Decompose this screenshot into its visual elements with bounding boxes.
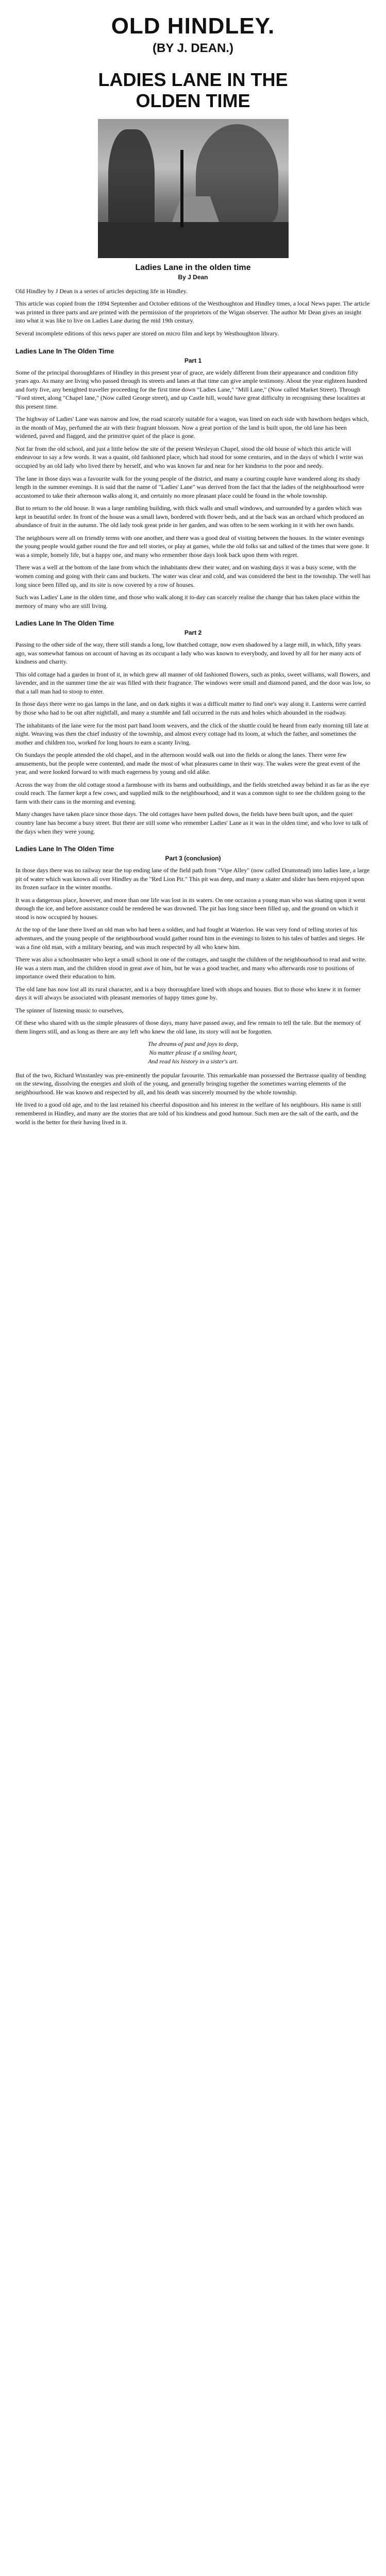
body-paragraph: It was a dangerous place, however, and more than one life was lost in its waters. On one occasion a young man who was skating upon it went through the ice, and before assistance could be rendered he was drowned. The pit has long since been filled up, and the ground on which it stood is now occupied by houses.	[15, 896, 365, 921]
part-label: Part 2	[184, 629, 202, 637]
body-paragraph: The neighbours were all on friendly terms with one another, and there was a good deal of visiting between the houses. In the winter evenings the young people would gather round the fire and tell stories, or play at games, while the old folks sat and talked of the times that were gone. It was a simple, homely life, but a happy one, and many who remember those days look back upon them with regret.	[15, 534, 370, 558]
body-paragraph: But to return to the old house. It was a large rambling building, with thick walls and small windows, and surrounded by a garden which was kept in beautiful order. In front of the house was a small lawn, bordered with flower beds, and at the back was an orchard which produced an abundance of fruit in the autumn. The old lady took great pride in her garden, and was often to be seen working in it with her own hands.	[15, 504, 364, 529]
masthead	[15, 13, 371, 112]
body-paragraph: Not far from the old school, and just a little below the site of the present Wesleyan Chapel, stood the old house of which this article will endeavour to say a few words. It was a quaint, old fashioned place, which had stood for some centuries, and in the days of which I write was occupied by an old lady who lived there by herself, and who was known far and near for her kindness to the poor and needy.	[15, 445, 363, 469]
lamp-post-shape	[180, 150, 183, 227]
part-label: Part 3 (conclusion)	[165, 855, 221, 862]
author-byline: (BY J. DEAN.)	[153, 41, 233, 55]
intro-paragraph: Several incomplete editions of this news paper are stored on micro film and kept by Westhoughton library.	[15, 329, 279, 337]
photo-caption: Ladies Lane in the olden time	[135, 263, 251, 272]
photo-credit: By J Dean	[178, 273, 208, 281]
body-paragraph: Passing to the other side of the way, there still stands a long, low thatched cottage, now even shadowed by a large mill, in which, fifty years ago, was somewhat famous on account of having as its occupant a lady who was known to everybody, and loved by all for her many acts of kindness and charity.	[15, 641, 361, 666]
body-paragraph: At the top of the lane there lived an old man who had been a soldier, and had fought at Waterloo. He was very fond of telling stories of his adventures, and the young people of the neighbourhood would gather round him in the evenings to listen to his tales of battles and sieges. He was a fine old man, with a military bearing, and was much respected by all who knew him.	[15, 926, 365, 951]
subtitle-line-1: LADIES LANE IN THE	[98, 69, 288, 90]
section-heading: Ladies Lane In The Olden Time	[15, 347, 114, 355]
body-paragraph: In those days there were no gas lamps in the lane, and on dark nights it was a difficult matter to find one's way along it. Lanterns were carried by those who had to be out after nightfall, and many a stumble and fall occurred in the ruts and holes which abounded in the roadway.	[15, 700, 366, 717]
article-subtitle	[15, 69, 371, 112]
body-paragraph: Such was Ladies' Lane in the olden time, and those who walk along it to-day can scarcely realise the change that has taken place within the memory of many who are still living.	[15, 594, 360, 609]
body-paragraph: This old cottage had a garden in front of it, in which grew all manner of old fashioned flowers, such as pinks, sweet williams, wall flowers, and lavender, and in the summer time the air was filled with their fragrance. The windows were small and diamond paned, and the door was low, so that a tall man had to stoop to enter.	[15, 670, 371, 695]
part-3-section	[15, 845, 371, 1126]
body-paragraph: But of the two, Richard Winstanley was pre-eminently the popular favourite. This remarkable man possessed the Bertrasse quality of bending on the stewing, dissolving the energies and sloth of the young, and generally bringing together the sometimes warring elements of the neighbourhood. He was known and respected by all, and his death was sincerely mourned by the whole township.	[15, 1071, 366, 1096]
body-paragraph: Many changes have taken place since those days. The old cottages have been pulled down, the fields have been built upon, and the quiet country lane has become a busy street. But there are still some who remember Ladies' Lane as it was in the olden time, and who love to talk of the days when they were young.	[15, 810, 368, 835]
body-paragraph: In those days there was no railway near the top ending lane of the field path from "Vipe Alley" (now called Drumstead) into ladies lane, a large pit of water which was known all over Hindley as the "Red Lion Pit." This pit was deep, and many a skater and slider has been enjoyed upon its frozen surface in the winter months.	[15, 867, 370, 891]
body-paragraph: The highway of Ladies' Lane was narrow and low, the road scarcely suitable for a wagon, was lined on each side with hawthorn hedges which, in the month of May, perfumed the air with their fragrant blossom. Now a great portion of the land is built upon, the old lane has been widened, paved and flagged, and the primitive quiet of the place is gone.	[15, 415, 369, 440]
page-title: OLD HINDLEY.	[111, 13, 275, 39]
body-paragraph: The old lane has now lost all its rural character, and is a busy thoroughfare lined with shops and houses. But to those who knew it in former days it will always be associated with pleasant memories of happy times gone by.	[15, 985, 361, 1002]
article-page	[0, 0, 386, 1146]
part-2-section	[15, 619, 371, 836]
body-paragraph: Of these who shared with us the simple pleasures of those days, many have passed away, and few remain to tell the tale. But the memory of them lingers still, and as long as there are any left who knew the old lane, its story will not be forgotten.	[15, 1019, 361, 1035]
wall-shape	[98, 222, 289, 258]
body-paragraph: There was also a schoolmaster who kept a small school in one of the cottages, and taught the children of the neighbourhood to read and write. He was a stern man, and the children stood in great awe of him, but he was a good teacher, and many who afterwards rose to positions of importance owed their education to him.	[15, 956, 366, 980]
body-paragraph: He lived to a good old age, and to the last retained his cheerful disposition and his interest in the welfare of his neighbours. His name is still remembered in Hindley, and many are the stories that are told of his kindness and good humour. Such men are the salt of the earth, and the world is the better for their having lived in it.	[15, 1101, 361, 1126]
body-paragraph: On Sundays the people attended the old chapel, and in the afternoon would walk out into the fields or along the lanes. There were few amusements, but the people were contented, and made the most of what pleasures came in their way. The wakes were the great event of the year, and were looked forward to with much eagerness by young and old alike.	[15, 751, 360, 776]
poem-line: And read his history in a sister's art.	[148, 1058, 238, 1065]
ladies-lane-photo	[98, 119, 289, 258]
body-paragraph: The inhabitants of the lane were for the most part hand loom weavers, and the click of the shuttle could be heard from early morning till late at night. Weaving was then the chief industry of the township, and almost every cottage had its loom, at which the father, and sometimes the mother and children too, worked for long hours to earn a scanty living.	[15, 721, 369, 746]
part-label: Part 1	[184, 357, 202, 364]
body-paragraph: The lane in those days was a favourite walk for the young people of the district, and many a courting couple have wandered along its shady length in the summer evenings. It is said that the name of "Ladies' Lane" was derived from the fact that the ladies of the neighbourhood were accustomed to take their afternoon walks along it, and certainly no more pleasant place could be found in the whole township.	[15, 474, 364, 499]
poem-line: The dreams of past and joys to deep,	[147, 1040, 239, 1048]
body-paragraph: Some of the principal thoroughfares of Hindley in this present year of grace, are widely different from their appearance and condition fifty years ago. As many are living who passed through its streets and lanes at that time can give ample testimony. About the year eighteen hundred and forty five, any benighted traveller proceeding for the first time down "Ladies Lane," "Mill Lane," (Now called Market Street). Through "Ford street, along "Chapel lane," (Now called George street), and up Castle hill, would have great difficulty in recognising these localities at this present time.	[15, 368, 367, 410]
section-heading: Ladies Lane In The Olden Time	[15, 845, 114, 853]
intro-section	[15, 287, 371, 338]
poem-line: No matter please if a smiling heart,	[149, 1049, 237, 1057]
section-heading: Ladies Lane In The Olden Time	[15, 619, 114, 628]
part-1-section	[15, 347, 371, 611]
photo-container	[15, 119, 371, 258]
body-paragraph: There was a well at the bottom of the lane from which the inhabitants drew their water, and on washing days it was a busy scene, with the women coming and going with their cans and buckets. The water was clear and cold, and was considered the best in the township. The well has long since been filled up, and its site is now covered by a row of houses.	[15, 564, 371, 588]
poem-block	[15, 1040, 371, 1065]
intro-paragraph: This article was copied from the 1894 September and October editions of the Westhoughton and Hindley times, a local News paper. The article was printed in three parts and are printed with the permission of the proprietors of the Wigan observer. The author Mr Dean gives an insight into what it was like to live on Ladies Lane during the mid 19th century.	[15, 300, 370, 325]
body-paragraph: Across the way from the old cottage stood a farmhouse with its barns and outbuildings, and the fields stretched away behind it as far as the eye could reach. The farmer kept a few cows, and supplied milk to the neighbourhood, and it was a common sight to see the children going to the farm with their cans in the morning and evening.	[15, 781, 370, 805]
subtitle-line-2: OLDEN TIME	[136, 90, 250, 112]
body-paragraph: The spinner of listening music to ourselves,	[15, 1006, 124, 1014]
intro-paragraph: Old Hindley by J Dean is a series of articles depicting life in Hindley.	[15, 287, 188, 295]
